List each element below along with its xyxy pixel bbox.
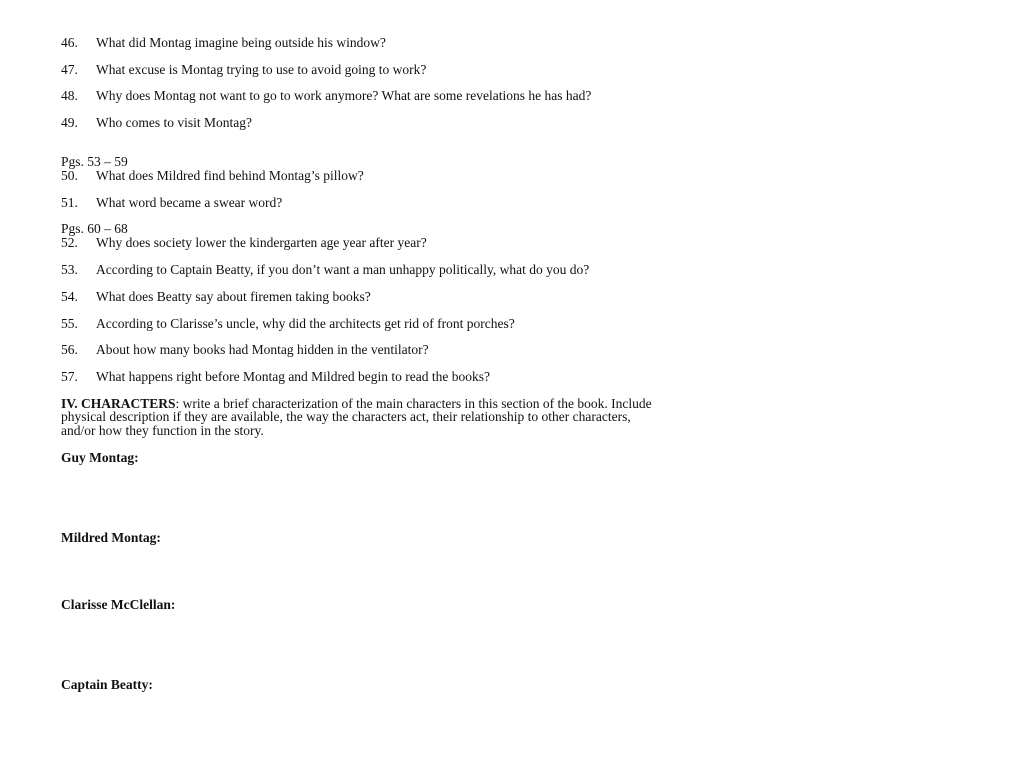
question-text: According to Clarisse’s uncle, why did the architects get rid of front porches? (96, 316, 515, 331)
characters-heading: IV. CHARACTERS (61, 396, 176, 411)
question-number: 57. (61, 369, 78, 384)
question-54 (61, 289, 371, 304)
question-number: 56. (61, 342, 78, 357)
question-49 (61, 115, 252, 130)
question-text: What word became a swear word? (96, 195, 283, 210)
character-label-clarisse-mcclellan: Clarisse McClellan: (61, 597, 176, 612)
section-heading-pgs-53-59: Pgs. 53 – 59 (61, 154, 128, 169)
question-text: What excuse is Montag trying to use to avoid going to work? (96, 62, 427, 77)
question-number: 55. (61, 316, 78, 331)
question-text: About how many books had Montag hidden in the ventilator? (96, 342, 429, 357)
characters-instructions-text: : write a brief characterization of the main characters in this section of the book. Include (175, 396, 652, 411)
question-text: Why does society lower the kindergarten age year after year? (96, 235, 427, 250)
question-52 (61, 235, 427, 250)
characters-instructions-line-2: physical description if they are available, the way the characters act, their relationship to other characters, (61, 409, 631, 424)
question-text: What happens right before Montag and Mildred begin to read the books? (96, 369, 491, 384)
question-51 (61, 195, 282, 210)
question-53 (61, 262, 589, 277)
question-47 (61, 62, 426, 77)
question-number: 46. (61, 35, 78, 50)
character-label-mildred-montag: Mildred Montag: (61, 530, 161, 545)
question-number: 48. (61, 88, 78, 103)
question-number: 47. (61, 62, 78, 77)
question-text: Why does Montag not want to go to work anymore? What are some revelations he has had? (96, 88, 592, 103)
question-number: 52. (61, 235, 78, 250)
characters-instructions-line-3: and/or how they function in the story. (61, 423, 264, 438)
question-text: What does Beatty say about firemen taking books? (96, 289, 371, 304)
question-46 (61, 35, 386, 50)
question-56 (61, 342, 429, 357)
question-text: What does Mildred find behind Montag’s pillow? (96, 168, 364, 183)
question-text: What did Montag imagine being outside his window? (96, 35, 386, 50)
question-48 (61, 88, 591, 103)
question-number: 51. (61, 195, 78, 210)
question-number: 50. (61, 168, 78, 183)
question-55 (61, 316, 515, 331)
question-text: According to Captain Beatty, if you don’t want a man unhappy politically, what do you do? (96, 262, 590, 277)
question-number: 54. (61, 289, 78, 304)
question-number: 49. (61, 115, 78, 130)
question-50 (61, 168, 364, 183)
question-number: 53. (61, 262, 78, 277)
question-text: Who comes to visit Montag? (96, 115, 252, 130)
question-57 (61, 369, 490, 384)
section-heading-pgs-60-68: Pgs. 60 – 68 (61, 221, 128, 236)
character-label-captain-beatty: Captain Beatty: (61, 677, 153, 692)
character-label-guy-montag: Guy Montag: (61, 450, 139, 465)
